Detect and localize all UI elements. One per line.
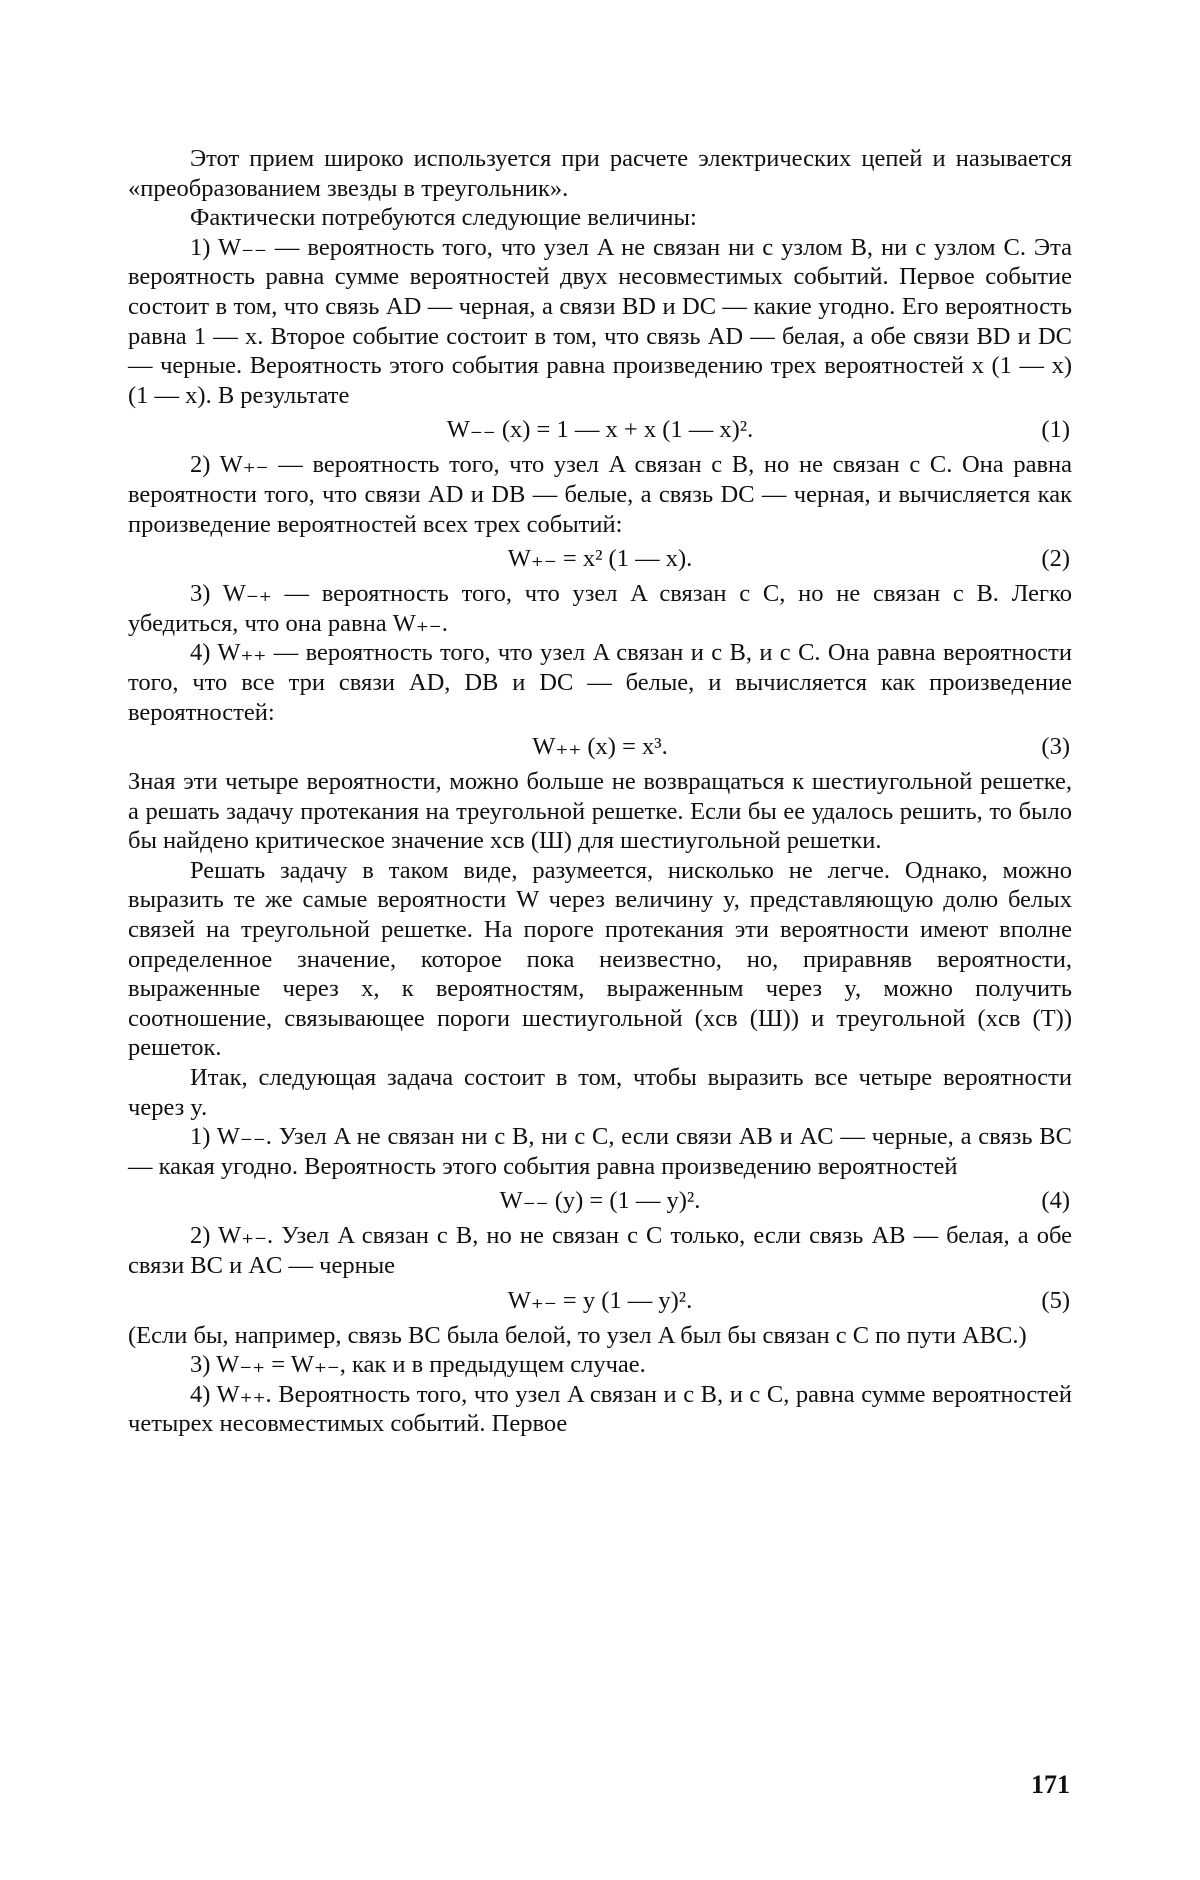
paragraph-13: 3) W₋₊ = W₊₋, как и в предыдущем случае. [128,1350,1072,1380]
paragraph-8: Решать задачу в таком виде, разумеется, нисколько не легче. Однако, можно выразить те же самые вероятности W через величину y, представляющую долю белых связей на треугольной решетке. На пороге протекания эти вероятности имеют вполне определенное значение, которое пока неизвестно, но, приравняв вероятности, выраженные через x, к вероятностям, выраженным через y, можно получить соотношение, связывающее пороги шестиугольной (xсв (Ш)) и треугольной (xсв (Т)) решеток. [128,856,1072,1063]
book-page [0,0,1200,1880]
page-text [128,144,1072,1439]
formula-2 [128,539,1072,579]
formula-2-number: (2) [1041,539,1070,579]
formula-4-number: (4) [1041,1181,1070,1221]
formula-2-expression: W₊₋ = x² (1 — x). [128,539,1072,579]
formula-4-expression: W₋₋ (y) = (1 — y)². [128,1181,1072,1221]
formula-4 [128,1181,1072,1221]
formula-3-expression: W₊₊ (x) = x³. [128,727,1072,767]
paragraph-4: 2) W₊₋ — вероятность того, что узел A связан с B, но не связан с C. Она равна вероятности того, что связи AD и DB — белые, а связь DC — черная, и вычисляется как произведение вероятностей всех трех событий: [128,450,1072,539]
paragraph-9: Итак, следующая задача состоит в том, чтобы выразить все четыре вероятности через y. [128,1063,1072,1122]
formula-5-number: (5) [1041,1281,1070,1321]
formula-5 [128,1281,1072,1321]
formula-3-number: (3) [1041,727,1070,767]
paragraph-12: (Если бы, например, связь BC была белой, то узел A был бы связан с C по пути ABC.) [128,1321,1072,1351]
paragraph-11: 2) W₊₋. Узел A связан с B, но не связан с C только, если связь AB — белая, а обе связи BC и AC — черные [128,1221,1072,1280]
paragraph-2: Фактически потребуются следующие величины: [128,203,1072,233]
paragraph-7: Зная эти четыре вероятности, можно больше не возвращаться к шестиугольной решетке, а решать задачу протекания на треугольной решетке. Если бы ее удалось решить, то было бы найдено критическое значение xсв (Ш) для шестиугольной решетки. [128,767,1072,856]
formula-5-expression: W₊₋ = y (1 — y)². [128,1281,1072,1321]
formula-1-number: (1) [1041,410,1070,450]
paragraph-5: 3) W₋₊ — вероятность того, что узел A связан с C, но не связан с B. Легко убедиться, что она равна W₊₋. [128,579,1072,638]
formula-1 [128,410,1072,450]
paragraph-14: 4) W₊₊. Вероятность того, что узел A связан и с B, и с C, равна сумме вероятностей четырех несовместимых событий. Первое [128,1380,1072,1439]
paragraph-3: 1) W₋₋ — вероятность того, что узел A не связан ни с узлом B, ни с узлом C. Эта вероятность равна сумме вероятностей двух несовместимых событий. Первое событие состоит в том, что связь AD — черная, а связи BD и DC — какие угодно. Его вероятность равна 1 — x. Второе событие состоит в том, что связь AD — белая, а обе связи BD и DC — черные. Вероятность этого события равна произведению трех вероятностей x (1 — x)(1 — x). В результате [128,233,1072,411]
paragraph-1: Этот прием широко используется при расчете электрических цепей и называется «преобразованием звезды в треугольник». [128,144,1072,203]
formula-3 [128,727,1072,767]
formula-1-expression: W₋₋ (x) = 1 — x + x (1 — x)². [128,410,1072,450]
paragraph-10: 1) W₋₋. Узел A не связан ни с B, ни с C, если связи AB и AC — черные, а связь BC — какая угодно. Вероятность этого события равна произведению вероятностей [128,1122,1072,1181]
page-number: 171 [1031,1770,1070,1800]
paragraph-6: 4) W₊₊ — вероятность того, что узел A связан и с B, и с C. Она равна вероятности того, что все три связи AD, DB и DC — белые, и вычисляется как произведение вероятностей: [128,638,1072,727]
